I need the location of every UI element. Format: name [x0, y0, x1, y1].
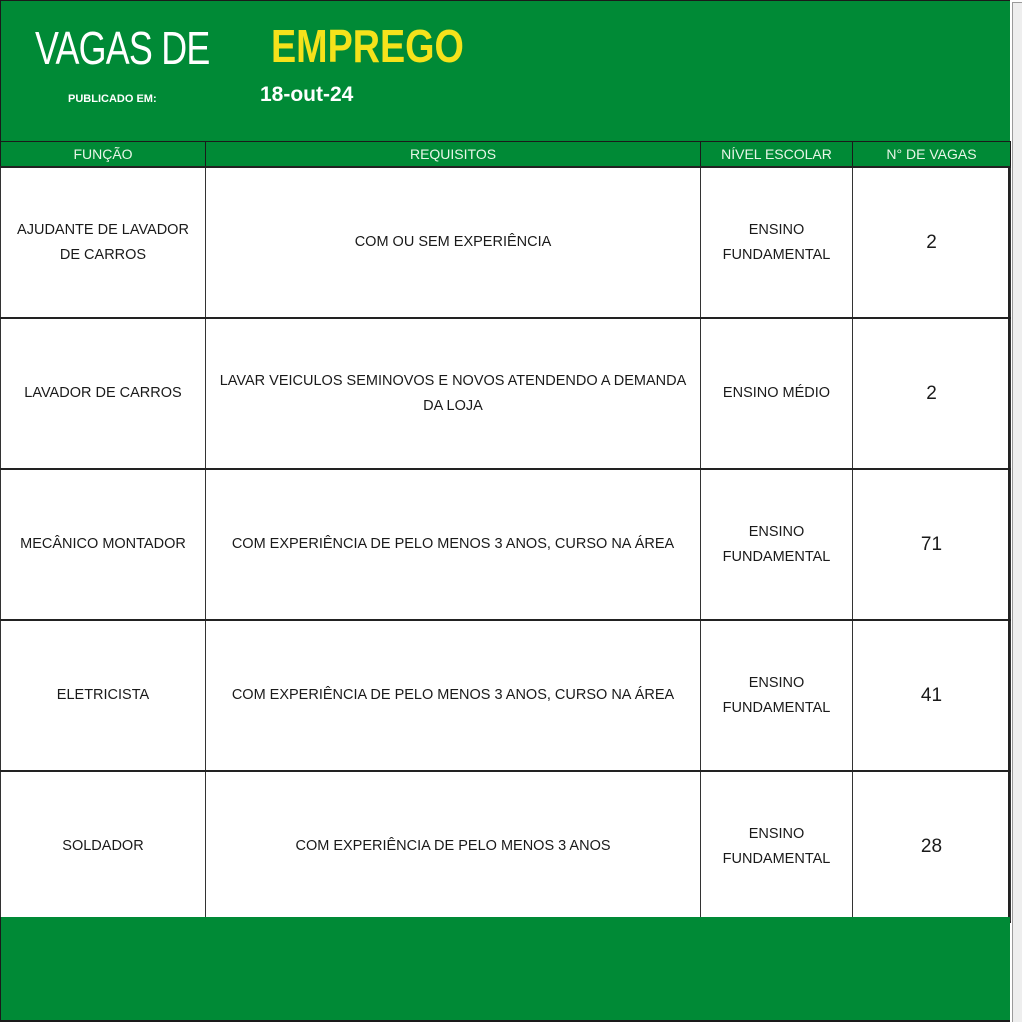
table-row	[1, 167, 1011, 318]
cell-funcao: AJUDANTE DE LAVADOR DE CARROS	[1, 167, 206, 318]
footer-banner	[0, 917, 1010, 1022]
table-header-row	[1, 142, 1011, 168]
vertical-scrollbar[interactable]	[1012, 2, 1022, 1022]
published-date: 18-out-24	[260, 83, 354, 106]
column-header-funcao: FUNÇÃO	[1, 142, 206, 168]
cell-funcao: MECÂNICO MONTADOR	[1, 469, 206, 620]
header-banner	[0, 0, 1010, 141]
cell-requisitos: LAVAR VEICULOS SEMINOVOS E NOVOS ATENDENDO A DEMANDA DA LOJA	[206, 318, 701, 469]
cell-requisitos: COM EXPERIÊNCIA DE PELO MENOS 3 ANOS	[206, 771, 701, 922]
cell-requisitos: COM EXPERIÊNCIA DE PELO MENOS 3 ANOS, CURSO NA ÁREA	[206, 620, 701, 771]
published-label: PUBLICADO EM:	[68, 93, 157, 105]
table-row	[1, 469, 1011, 620]
table-row	[1, 771, 1011, 922]
title-part2: EMPREGO	[271, 20, 464, 72]
title-part1: VAGAS DE	[35, 22, 210, 74]
cell-funcao: LAVADOR DE CARROS	[1, 318, 206, 469]
cell-nivel: ENSINO FUNDAMENTAL	[701, 469, 853, 620]
column-header-requisitos: REQUISITOS	[206, 142, 701, 168]
cell-requisitos: COM OU SEM EXPERIÊNCIA	[206, 167, 701, 318]
cell-vagas: 71	[853, 469, 1011, 620]
cell-vagas: 2	[853, 318, 1011, 469]
cell-nivel: ENSINO FUNDAMENTAL	[701, 771, 853, 922]
column-header-nivel-escolar: NÍVEL ESCOLAR	[701, 142, 853, 168]
cell-nivel: ENSINO FUNDAMENTAL	[701, 167, 853, 318]
cell-funcao: ELETRICISTA	[1, 620, 206, 771]
column-header-num-vagas: N° DE VAGAS	[853, 142, 1011, 168]
cell-vagas: 28	[853, 771, 1011, 922]
cell-vagas: 41	[853, 620, 1011, 771]
jobs-table	[0, 141, 1011, 923]
cell-nivel: ENSINO MÉDIO	[701, 318, 853, 469]
table-row	[1, 318, 1011, 469]
cell-funcao: SOLDADOR	[1, 771, 206, 922]
cell-requisitos: COM EXPERIÊNCIA DE PELO MENOS 3 ANOS, CURSO NA ÁREA	[206, 469, 701, 620]
table-row	[1, 620, 1011, 771]
cell-nivel: ENSINO FUNDAMENTAL	[701, 620, 853, 771]
cell-vagas: 2	[853, 167, 1011, 318]
